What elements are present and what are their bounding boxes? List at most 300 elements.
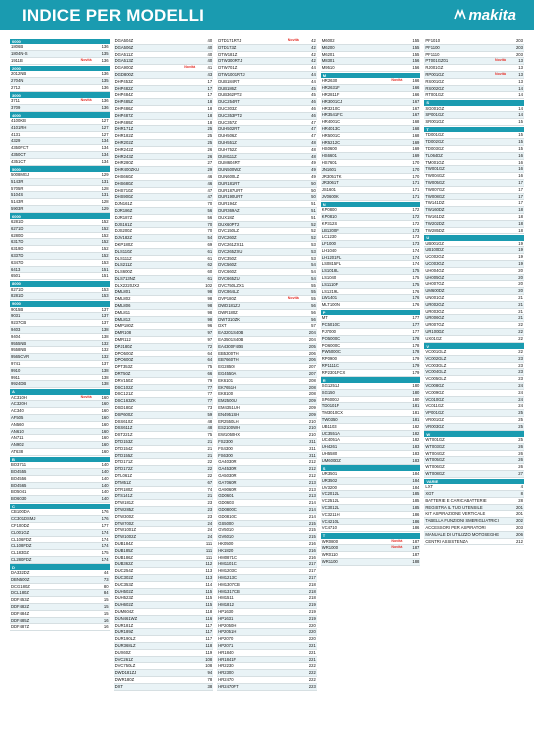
index-row [321, 512, 421, 519]
page-number: 173 [412, 241, 420, 247]
page-number: 160 [101, 414, 109, 420]
page-number: 21 [518, 295, 523, 301]
page-number: 177 [101, 522, 109, 528]
model-name: TM3010CX [321, 410, 343, 416]
index-row [321, 356, 421, 363]
page-number: 181 [412, 410, 420, 416]
index-row [217, 262, 317, 269]
page-number: 208 [308, 377, 316, 383]
page-number: 49 [311, 160, 316, 166]
page-number: 69 [207, 241, 213, 247]
new-badge: Novità [494, 71, 506, 76]
model-name: VC011GZ [425, 403, 444, 409]
model-name: LS1040 [321, 275, 337, 281]
model-name: DTW1001Z [114, 527, 137, 533]
model-name: XGT [425, 490, 434, 496]
model-name: DUH602Z [114, 602, 134, 608]
model-name: ER2550LH [218, 418, 239, 424]
index-row [321, 519, 421, 526]
page-number: 19 [518, 254, 523, 260]
page-number: 118 [205, 642, 213, 648]
model-name: M8301 [321, 58, 335, 64]
index-row [424, 65, 524, 72]
index-row [321, 119, 421, 126]
model-name: DHR242Z [114, 146, 134, 152]
index-row [10, 219, 110, 226]
model-name: DLS211Z [114, 262, 132, 268]
index-row [424, 491, 524, 498]
page-number: 21 [207, 445, 213, 451]
section-header: VARIE [424, 479, 524, 485]
index-row [10, 78, 110, 85]
index-row [217, 106, 317, 113]
index-row [10, 192, 110, 199]
page-number: 102 [205, 282, 213, 288]
page-number: 134 [101, 145, 109, 151]
index-row [217, 194, 317, 201]
page-number: 202 [515, 518, 523, 524]
page-number: 156 [412, 58, 420, 64]
page-number: 18 [518, 213, 523, 219]
model-name: HS6601 [321, 153, 337, 159]
index-row [321, 180, 421, 187]
index-row [10, 51, 110, 58]
model-name: UR007GZ [425, 322, 445, 328]
page-number: 44 [103, 570, 109, 576]
model-name: MANUALE DI UTILIZZO MOTOSEGHE [425, 531, 500, 537]
model-name: 2712 [11, 84, 21, 90]
index-row [424, 38, 524, 45]
model-name: 1804N-S [11, 51, 28, 57]
index-row [217, 568, 317, 575]
index-row [321, 99, 421, 106]
model-name: KP0800 [321, 207, 337, 213]
page-number: 77 [207, 384, 213, 390]
index-row [321, 370, 421, 377]
page-number: 213 [308, 479, 316, 485]
index-row [321, 248, 421, 255]
index-row [217, 527, 317, 534]
page-number: 174 [101, 536, 109, 542]
page-number: 23 [518, 362, 523, 368]
index-row [10, 496, 110, 503]
index-row [10, 85, 110, 92]
model-name: TM001GZ [425, 159, 445, 165]
model-name: VC009GZ [425, 389, 444, 395]
index-row [114, 453, 214, 460]
page-number: 40 [207, 58, 213, 64]
page-number: 207 [308, 364, 316, 370]
page-number: 140 [101, 482, 109, 488]
model-name: WR1000 [321, 545, 339, 551]
page-number: 56 [311, 303, 316, 309]
index-row [321, 478, 421, 485]
page-number: 108 [205, 663, 213, 669]
page-number: 172 [412, 220, 420, 226]
page-number: 23 [207, 513, 213, 519]
index-row [114, 385, 214, 392]
model-name: FS4300 [218, 445, 233, 451]
model-name: ACCESSORI PER ASPIRATORI [425, 524, 486, 530]
index-row [10, 313, 110, 320]
index-row [217, 541, 317, 548]
model-name: DJV182Z [114, 235, 133, 241]
index-row [114, 500, 214, 507]
page-number: 134 [101, 138, 109, 144]
model-name: VC005GLZ [425, 376, 447, 382]
index-row [217, 79, 317, 86]
index-row [114, 79, 214, 86]
index-row [10, 347, 110, 354]
index-row [114, 398, 214, 405]
index-row [424, 336, 524, 343]
index-row [114, 378, 214, 385]
index-row [321, 85, 421, 92]
model-name: UR3502 [321, 477, 338, 483]
page-number: 23 [207, 500, 213, 506]
index-row [424, 153, 524, 160]
index-row [217, 283, 317, 290]
model-name: HS7601 [321, 159, 337, 165]
page-number: 137 [101, 313, 109, 319]
index-row [114, 419, 214, 426]
section-header: A [10, 389, 110, 395]
page-number: 60 [207, 269, 213, 275]
index-row [424, 539, 524, 546]
index-row [10, 577, 110, 584]
model-name: PC5010C [321, 322, 340, 328]
page-number: 180 [412, 389, 420, 395]
index-row [217, 493, 317, 500]
page-number: 136 [101, 104, 109, 110]
index-row [424, 525, 524, 532]
model-name: EW1050HX [218, 432, 241, 438]
index-row [217, 405, 317, 412]
model-name: REGISTRA IL TUO UTENSILE [425, 504, 483, 510]
page-number: 134 [101, 151, 109, 157]
page-number: 21 [518, 308, 523, 314]
model-name: DSD180Z [114, 405, 133, 411]
model-name: TD001GZ [425, 132, 444, 138]
index-row [321, 146, 421, 153]
model-name: JS1601 [321, 187, 336, 193]
index-row [114, 344, 214, 351]
page-number: 61 [207, 255, 213, 261]
index-row [424, 119, 524, 126]
model-name: DDF482Z [11, 604, 30, 610]
page-number: 115 [205, 588, 213, 594]
model-name: DUH523Z [114, 595, 134, 601]
model-name: RP1111C [321, 363, 340, 369]
index-row [10, 469, 110, 476]
section-header: T [424, 127, 524, 133]
index-row [114, 256, 214, 263]
page-number: 216 [308, 554, 316, 560]
index-row [321, 268, 421, 275]
index-row [424, 166, 524, 173]
model-name: DTD171RTJ [218, 38, 242, 43]
page-number: 52 [311, 228, 316, 234]
model-name: EA4300F40B [218, 343, 244, 349]
page-number: 210 [308, 418, 316, 424]
page-number: 26 [518, 443, 523, 449]
page-number: 61 [207, 275, 213, 281]
model-name: HP2071 [218, 642, 234, 648]
model-name: AN711 [11, 435, 24, 441]
page-number: 176 [412, 295, 420, 301]
page-number: 23 [518, 355, 523, 361]
page-number: 66 [207, 371, 213, 377]
model-name: HK1820 [218, 547, 234, 553]
model-name: 8281D [11, 293, 24, 299]
page-number: 166 [412, 78, 420, 84]
model-name: DUB362PT2 [218, 92, 242, 98]
model-name: WR0110 [321, 552, 338, 558]
page-number: 40 [207, 51, 213, 57]
index-row [114, 235, 214, 242]
model-name: LS1219L [321, 288, 339, 294]
model-name: HM1511 [218, 595, 234, 601]
page-number: 186 [412, 525, 420, 531]
page-number: 203 [515, 44, 523, 50]
index-row [114, 296, 214, 303]
index-row [114, 120, 214, 127]
index-row [114, 657, 214, 664]
index-row [321, 410, 421, 417]
page-number: 98 [207, 289, 213, 295]
index-row [217, 201, 317, 208]
model-name: 5104S [11, 192, 24, 198]
model-name: HM1213C [218, 574, 238, 580]
page-number: 221 [308, 642, 316, 648]
page-number: 214 [308, 506, 316, 512]
page-number: 167 [412, 112, 420, 118]
index-row [10, 604, 110, 611]
model-name: 3709 [11, 104, 21, 110]
index-row [217, 432, 317, 439]
page-number: 18 [207, 112, 213, 118]
page-number: 203 [515, 38, 523, 43]
model-name: 4350CT [11, 151, 26, 157]
page-number: 40 [207, 44, 213, 50]
model-name: DUH502Z [114, 588, 134, 594]
index-row [217, 595, 317, 602]
model-name: TW141DZ [425, 200, 445, 206]
model-name: DJS161Z [114, 221, 133, 227]
page-number: 188 [412, 558, 420, 564]
new-badge: Novità [391, 78, 403, 83]
model-name: GV6010 [218, 534, 234, 540]
page-number: 153 [101, 259, 109, 265]
page-number: 42 [311, 58, 316, 64]
index-row [424, 112, 524, 119]
index-row [10, 618, 110, 625]
index-row [114, 249, 214, 256]
page-number: 127 [101, 124, 109, 130]
model-name: DUC357Z [218, 119, 237, 125]
page-number: 170 [412, 173, 420, 179]
page-number: 155 [412, 51, 420, 57]
page-number: 54 [311, 262, 316, 268]
index-row [217, 364, 317, 371]
index-row [10, 415, 110, 422]
index-row [114, 357, 214, 364]
index-row [321, 349, 421, 356]
new-badge: Novità [80, 97, 92, 102]
index-row [10, 543, 110, 550]
model-name: DUH551Z [218, 139, 237, 145]
model-name: DUR368LZ [114, 642, 136, 648]
model-name: UR100DZ [425, 329, 444, 335]
model-name: DCL180Z [11, 590, 29, 596]
index-row [10, 489, 110, 496]
index-row [114, 323, 214, 330]
index-row [114, 480, 214, 487]
page-number: 23 [518, 376, 523, 382]
page-number: 26 [518, 450, 523, 456]
page-number: 151 [101, 266, 109, 272]
index-row [217, 609, 317, 616]
page-number: 117 [205, 629, 213, 635]
model-name: DDF485Z [11, 617, 30, 623]
index-row [424, 52, 524, 59]
page-number: 98 [207, 296, 213, 302]
page-number: 18 [518, 227, 523, 233]
model-name: 9910 [11, 367, 21, 373]
index-row [10, 206, 110, 213]
index-row [424, 451, 524, 458]
page-number: 134 [101, 158, 109, 164]
page-number: 212 [308, 466, 316, 472]
index-row [114, 269, 214, 276]
model-name: DTW300Z [114, 513, 134, 519]
page-number: 24 [207, 534, 213, 540]
model-name: UC002GZ [425, 254, 445, 260]
page-number: 21 [207, 493, 213, 499]
model-name: DDF453Z [11, 597, 30, 603]
page-number: 137 [101, 320, 109, 326]
page-number: 22 [207, 459, 213, 465]
index-row [217, 473, 317, 480]
index-row [321, 289, 421, 296]
page-number: 27 [518, 470, 523, 476]
index-row [217, 242, 317, 249]
page-number: 128 [101, 185, 109, 191]
model-name: HK0500 [218, 540, 234, 546]
index-row [424, 410, 524, 417]
index-row [217, 487, 317, 494]
page-number: 22 [518, 329, 523, 335]
model-name: M6200 [321, 44, 335, 50]
page-number: 177 [412, 322, 420, 328]
index-row [114, 371, 214, 378]
model-name: DHP487Z [114, 112, 133, 118]
page-number: 209 [308, 398, 316, 404]
page-number: 220 [308, 622, 316, 628]
page-number: 96 [207, 323, 213, 329]
section-header: 0000 [10, 39, 110, 45]
model-name: DBN500Z [11, 576, 30, 582]
page-number: 135 [101, 77, 109, 83]
model-name: DSC102Z [114, 384, 133, 390]
index-row [424, 322, 524, 329]
index-row [321, 498, 421, 505]
section-header: P [321, 310, 421, 316]
page-number: 62 [207, 262, 213, 268]
page-number: 23 [518, 369, 523, 375]
page-number: 75 [207, 364, 213, 370]
index-row [10, 125, 110, 132]
model-name: DTD155Z [114, 452, 133, 458]
new-badge: Novità [287, 296, 299, 301]
index-row [114, 262, 214, 269]
index-row [424, 363, 524, 370]
page-number: 175 [412, 275, 420, 281]
section-header: D [10, 564, 110, 570]
page-number: 212 [308, 459, 316, 465]
section-header: 3000 [10, 92, 110, 98]
index-column [114, 38, 214, 748]
model-name: DPT353Z [114, 364, 133, 370]
model-name: LW1401 [321, 295, 338, 301]
model-name: VC2512L [321, 498, 340, 504]
page-number: 173 [412, 227, 420, 233]
index-row [114, 65, 214, 72]
model-name: DHS680Z [114, 180, 133, 186]
index-row [424, 92, 524, 99]
index-row [321, 458, 421, 465]
index-row [114, 242, 214, 249]
page-number: 175 [412, 281, 420, 287]
model-name: 5008MGJ [11, 171, 30, 177]
new-badge: Novità [80, 394, 92, 399]
index-row [321, 397, 421, 404]
page-number: 222 [308, 670, 316, 676]
page-number: 50 [311, 194, 316, 200]
page-number: 4 [520, 484, 523, 490]
page-number: 113 [205, 568, 213, 574]
model-name: TW005GZ [425, 179, 445, 185]
index-row [114, 154, 214, 161]
new-badge: Novità [391, 538, 403, 543]
page-number: 177 [412, 315, 420, 321]
page-number: 16 [518, 152, 523, 158]
model-name: GV5010 [218, 527, 234, 533]
index-row [217, 99, 317, 106]
model-name: DHP453Z [114, 78, 133, 84]
index-row [321, 241, 421, 248]
model-name: DPO500Z [114, 350, 134, 356]
model-name: DSC121Z [114, 391, 133, 397]
index-row [424, 511, 524, 518]
page-number: 22 [207, 466, 213, 472]
page-number: 21 [207, 452, 213, 458]
page-number: 45 [311, 85, 316, 91]
page-number: 185 [412, 498, 420, 504]
page-number: 40 [207, 38, 213, 43]
model-name: DJN161Z [114, 201, 133, 207]
page-number: 42 [311, 38, 316, 43]
index-row [424, 295, 524, 302]
model-name: DTW701Z [218, 65, 238, 71]
section-header: T [321, 533, 421, 539]
model-name: EA3501S40B [218, 337, 244, 343]
page-number: 173 [412, 234, 420, 240]
index-row [217, 38, 317, 45]
page-number: 111 [205, 554, 213, 560]
index-row [114, 58, 214, 65]
model-name: VC004GLZ [425, 369, 447, 375]
